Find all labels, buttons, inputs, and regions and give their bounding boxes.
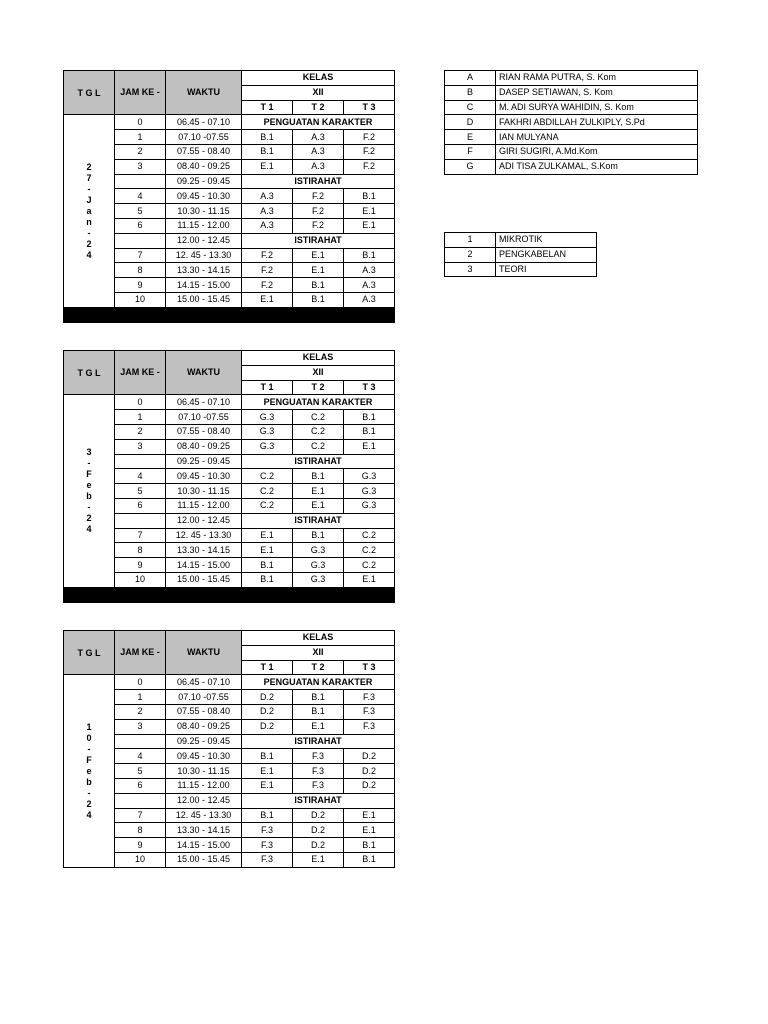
class-cell-t1: B.1 bbox=[242, 130, 293, 145]
class-cell-t2: A.3 bbox=[293, 130, 344, 145]
jam-cell: 4 bbox=[115, 749, 166, 764]
waktu-header: WAKTU bbox=[166, 71, 242, 115]
waktu-cell: 07.55 - 08.40 bbox=[166, 704, 242, 719]
class-cell-t3: A.3 bbox=[344, 292, 395, 307]
class-cell-t2: E.1 bbox=[293, 484, 344, 499]
lesson-type-name: TEORI bbox=[496, 262, 597, 277]
class-cell-t1: E.1 bbox=[242, 543, 293, 558]
schedule-table-1 bbox=[63, 70, 395, 323]
waktu-cell: 08.40 - 09.25 bbox=[166, 719, 242, 734]
teacher-code: E bbox=[445, 130, 496, 145]
class-cell-t1: F.2 bbox=[242, 248, 293, 263]
teacher-code: G bbox=[445, 159, 496, 174]
class-cell-t1: B.1 bbox=[242, 749, 293, 764]
waktu-cell: 13.30 - 14.15 bbox=[166, 263, 242, 278]
class-cell-t1: F.3 bbox=[242, 823, 293, 838]
class-cell-t3: E.1 bbox=[344, 808, 395, 823]
class-cell-t3: E.1 bbox=[344, 572, 395, 587]
event-cell: PENGUATAN KARAKTER bbox=[242, 675, 395, 690]
lesson-type-code: 3 bbox=[445, 262, 496, 277]
waktu-cell: 12.00 - 12.45 bbox=[166, 793, 242, 808]
jam-cell: 6 bbox=[115, 778, 166, 793]
class-cell-t1: C.2 bbox=[242, 498, 293, 513]
class-cell-t3: D.2 bbox=[344, 749, 395, 764]
table-row bbox=[64, 395, 395, 410]
class-cell-t3: G.3 bbox=[344, 498, 395, 513]
jam-cell: 6 bbox=[115, 218, 166, 233]
class-cell-t3: C.2 bbox=[344, 543, 395, 558]
class-cell-t1: G.3 bbox=[242, 439, 293, 454]
waktu-cell: 09.45 - 10.30 bbox=[166, 749, 242, 764]
class-cell-t2: G.3 bbox=[293, 543, 344, 558]
tgl-header: T G L bbox=[64, 71, 115, 115]
separator-bar bbox=[64, 307, 395, 322]
jam-cell: 7 bbox=[115, 808, 166, 823]
date-char: - bbox=[87, 787, 91, 798]
tgl-header: T G L bbox=[64, 631, 115, 675]
jam-cell: 3 bbox=[115, 159, 166, 174]
class-cell-t3: A.3 bbox=[344, 263, 395, 278]
jam-cell bbox=[115, 233, 166, 248]
date-char: 1 bbox=[86, 721, 92, 732]
class-cell-t1: B.1 bbox=[242, 144, 293, 159]
jam-cell: 5 bbox=[115, 204, 166, 219]
waktu-cell: 06.45 - 07.10 bbox=[166, 395, 242, 410]
class-cell-t2: B.1 bbox=[293, 690, 344, 705]
class-cell-t2: F.2 bbox=[293, 218, 344, 233]
waktu-cell: 09.25 - 09.45 bbox=[166, 174, 242, 189]
waktu-cell: 12. 45 - 13.30 bbox=[166, 248, 242, 263]
kelas-header: KELAS bbox=[242, 351, 395, 366]
event-cell: ISTIRAHAT bbox=[242, 513, 395, 528]
date-cell bbox=[64, 675, 115, 867]
t1-header: T 1 bbox=[242, 380, 293, 395]
jam-cell: 4 bbox=[115, 469, 166, 484]
class-cell-t1: A.3 bbox=[242, 204, 293, 219]
class-cell-t2: E.1 bbox=[293, 719, 344, 734]
teacher-legend-body bbox=[445, 71, 698, 175]
header-row bbox=[64, 71, 395, 86]
jam-cell: 5 bbox=[115, 764, 166, 779]
class-cell-t1: F.3 bbox=[242, 852, 293, 867]
date-char: 4 bbox=[86, 249, 92, 260]
class-cell-t3: B.1 bbox=[344, 410, 395, 425]
class-cell-t3: B.1 bbox=[344, 424, 395, 439]
jam-cell: 2 bbox=[115, 704, 166, 719]
table-row bbox=[64, 675, 395, 690]
t3-header: T 3 bbox=[344, 660, 395, 675]
class-cell-t2: B.1 bbox=[293, 278, 344, 293]
jam-cell: 8 bbox=[115, 823, 166, 838]
class-cell-t2: D.2 bbox=[293, 838, 344, 853]
waktu-cell: 08.40 - 09.25 bbox=[166, 159, 242, 174]
jam-cell: 10 bbox=[115, 572, 166, 587]
date-char: - bbox=[87, 743, 91, 754]
event-cell: PENGUATAN KARAKTER bbox=[242, 115, 395, 130]
schedule-body bbox=[64, 71, 395, 323]
teacher-row bbox=[445, 115, 698, 130]
class-cell-t3: F.2 bbox=[344, 159, 395, 174]
waktu-cell: 11.15 - 12.00 bbox=[166, 218, 242, 233]
waktu-cell: 06.45 - 07.10 bbox=[166, 115, 242, 130]
class-cell-t3: C.2 bbox=[344, 558, 395, 573]
teacher-code: F bbox=[445, 144, 496, 159]
date-char: F bbox=[86, 469, 92, 480]
class-cell-t3: G.3 bbox=[344, 469, 395, 484]
class-cell-t1: G.3 bbox=[242, 424, 293, 439]
lesson-type-name: MIKROTIK bbox=[496, 233, 597, 248]
t2-header: T 2 bbox=[293, 100, 344, 115]
class-cell-t1: D.2 bbox=[242, 690, 293, 705]
waktu-cell: 07.55 - 08.40 bbox=[166, 144, 242, 159]
date-char: e bbox=[86, 480, 92, 491]
level-header: XII bbox=[242, 365, 395, 380]
class-cell-t2: B.1 bbox=[293, 469, 344, 484]
jam-cell: 9 bbox=[115, 278, 166, 293]
jam-cell bbox=[115, 454, 166, 469]
teacher-legend-table bbox=[444, 70, 698, 175]
waktu-cell: 13.30 - 14.15 bbox=[166, 543, 242, 558]
event-cell: ISTIRAHAT bbox=[242, 734, 395, 749]
date-cell bbox=[64, 395, 115, 587]
class-cell-t1: C.2 bbox=[242, 469, 293, 484]
date-char: a bbox=[86, 205, 92, 216]
date-char: 2 bbox=[86, 161, 92, 172]
waktu-cell: 07.10 -07.55 bbox=[166, 690, 242, 705]
jam-cell: 3 bbox=[115, 439, 166, 454]
waktu-cell: 10.30 - 11.15 bbox=[166, 484, 242, 499]
waktu-cell: 12.00 - 12.45 bbox=[166, 233, 242, 248]
teacher-name: FAKHRI ABDILLAH ZULKIPLY, S.Pd bbox=[496, 115, 698, 130]
event-cell: PENGUATAN KARAKTER bbox=[242, 395, 395, 410]
class-cell-t2: B.1 bbox=[293, 528, 344, 543]
level-header: XII bbox=[242, 645, 395, 660]
class-cell-t2: C.2 bbox=[293, 439, 344, 454]
teacher-row bbox=[445, 130, 698, 145]
jam-cell: 6 bbox=[115, 498, 166, 513]
waktu-cell: 11.15 - 12.00 bbox=[166, 498, 242, 513]
lesson-type-row bbox=[445, 262, 597, 277]
waktu-cell: 14.15 - 15.00 bbox=[166, 278, 242, 293]
waktu-cell: 06.45 - 07.10 bbox=[166, 675, 242, 690]
schedule-body bbox=[64, 351, 395, 603]
class-cell-t2: G.3 bbox=[293, 558, 344, 573]
class-cell-t2: D.2 bbox=[293, 808, 344, 823]
jam-header: JAM KE - bbox=[115, 351, 166, 395]
class-cell-t3: D.2 bbox=[344, 764, 395, 779]
date-cell bbox=[64, 115, 115, 307]
waktu-cell: 14.15 - 15.00 bbox=[166, 838, 242, 853]
jam-cell: 0 bbox=[115, 115, 166, 130]
class-cell-t1: B.1 bbox=[242, 558, 293, 573]
class-cell-t3: D.2 bbox=[344, 778, 395, 793]
waktu-cell: 15.00 - 15.45 bbox=[166, 572, 242, 587]
table-row bbox=[64, 115, 395, 130]
class-cell-t2: F.2 bbox=[293, 189, 344, 204]
date-char: b bbox=[86, 776, 92, 787]
class-cell-t3: F.3 bbox=[344, 690, 395, 705]
class-cell-t2: B.1 bbox=[293, 292, 344, 307]
teacher-name: M. ADI SURYA WAHIDIN, S. Kom bbox=[496, 100, 698, 115]
class-cell-t1: A.3 bbox=[242, 218, 293, 233]
waktu-cell: 12.00 - 12.45 bbox=[166, 513, 242, 528]
waktu-header: WAKTU bbox=[166, 631, 242, 675]
header-row bbox=[64, 631, 395, 646]
teacher-row bbox=[445, 144, 698, 159]
date-char: n bbox=[86, 216, 92, 227]
class-cell-t1: B.1 bbox=[242, 572, 293, 587]
class-cell-t2: E.1 bbox=[293, 263, 344, 278]
teacher-name: DASEP SETIAWAN, S. Kom bbox=[496, 85, 698, 100]
class-cell-t3: E.1 bbox=[344, 204, 395, 219]
date-char: 4 bbox=[86, 809, 92, 820]
jam-cell bbox=[115, 174, 166, 189]
teacher-code: D bbox=[445, 115, 496, 130]
class-cell-t1: D.2 bbox=[242, 704, 293, 719]
class-cell-t1: C.2 bbox=[242, 484, 293, 499]
jam-cell: 1 bbox=[115, 410, 166, 425]
header-row bbox=[64, 351, 395, 366]
teacher-row bbox=[445, 159, 698, 174]
class-cell-t1: E.1 bbox=[242, 528, 293, 543]
class-cell-t3: B.1 bbox=[344, 248, 395, 263]
waktu-cell: 10.30 - 11.15 bbox=[166, 764, 242, 779]
event-cell: ISTIRAHAT bbox=[242, 454, 395, 469]
class-cell-t1: E.1 bbox=[242, 764, 293, 779]
schedule-body bbox=[64, 631, 395, 868]
waktu-header: WAKTU bbox=[166, 351, 242, 395]
lesson-type-code: 1 bbox=[445, 233, 496, 248]
date-char: 3 bbox=[86, 447, 92, 458]
teacher-name: RIAN RAMA PUTRA, S. Kom bbox=[496, 71, 698, 86]
waktu-cell: 12. 45 - 13.30 bbox=[166, 808, 242, 823]
waktu-cell: 07.10 -07.55 bbox=[166, 410, 242, 425]
jam-cell: 3 bbox=[115, 719, 166, 734]
class-cell-t2: F.2 bbox=[293, 204, 344, 219]
jam-cell bbox=[115, 793, 166, 808]
waktu-cell: 10.30 - 11.15 bbox=[166, 204, 242, 219]
teacher-name: GIRI SUGIRI, A.Md.Kom bbox=[496, 144, 698, 159]
jam-cell: 8 bbox=[115, 263, 166, 278]
jam-cell: 10 bbox=[115, 292, 166, 307]
event-cell: ISTIRAHAT bbox=[242, 174, 395, 189]
lesson-type-legend-body bbox=[445, 233, 597, 277]
class-cell-t1: A.3 bbox=[242, 189, 293, 204]
class-cell-t2: D.2 bbox=[293, 823, 344, 838]
separator-bar bbox=[64, 587, 395, 602]
class-cell-t2: C.2 bbox=[293, 424, 344, 439]
class-cell-t2: G.3 bbox=[293, 572, 344, 587]
class-cell-t3: F.3 bbox=[344, 704, 395, 719]
waktu-cell: 07.10 -07.55 bbox=[166, 130, 242, 145]
date-char: e bbox=[86, 765, 92, 776]
class-cell-t3: B.1 bbox=[344, 852, 395, 867]
teacher-row bbox=[445, 85, 698, 100]
jam-cell: 1 bbox=[115, 690, 166, 705]
jam-cell: 4 bbox=[115, 189, 166, 204]
class-cell-t3: E.1 bbox=[344, 823, 395, 838]
class-cell-t1: B.1 bbox=[242, 808, 293, 823]
waktu-cell: 09.25 - 09.45 bbox=[166, 734, 242, 749]
date-char: F bbox=[86, 754, 92, 765]
class-cell-t3: C.2 bbox=[344, 528, 395, 543]
jam-cell: 7 bbox=[115, 248, 166, 263]
date-char: - bbox=[87, 458, 91, 469]
class-cell-t1: G.3 bbox=[242, 410, 293, 425]
teacher-code: C bbox=[445, 100, 496, 115]
schedule-table-3 bbox=[63, 630, 395, 868]
tgl-header: T G L bbox=[64, 351, 115, 395]
class-cell-t3: F.2 bbox=[344, 144, 395, 159]
date-char: - bbox=[87, 227, 91, 238]
class-cell-t1: F.3 bbox=[242, 838, 293, 853]
jam-cell: 0 bbox=[115, 675, 166, 690]
kelas-header: KELAS bbox=[242, 631, 395, 646]
level-header: XII bbox=[242, 85, 395, 100]
class-cell-t1: D.2 bbox=[242, 719, 293, 734]
t3-header: T 3 bbox=[344, 380, 395, 395]
waktu-cell: 09.45 - 10.30 bbox=[166, 189, 242, 204]
jam-cell: 10 bbox=[115, 852, 166, 867]
class-cell-t1: E.1 bbox=[242, 778, 293, 793]
jam-cell: 2 bbox=[115, 424, 166, 439]
date-char: J bbox=[86, 194, 92, 205]
class-cell-t2: A.3 bbox=[293, 144, 344, 159]
class-cell-t2: E.1 bbox=[293, 248, 344, 263]
date-char: 2 bbox=[86, 798, 92, 809]
class-cell-t2: C.2 bbox=[293, 410, 344, 425]
date-char: 4 bbox=[86, 524, 92, 535]
jam-cell: 8 bbox=[115, 543, 166, 558]
class-cell-t1: E.1 bbox=[242, 159, 293, 174]
waktu-cell: 15.00 - 15.45 bbox=[166, 852, 242, 867]
teacher-code: A bbox=[445, 71, 496, 86]
waktu-cell: 11.15 - 12.00 bbox=[166, 778, 242, 793]
lesson-type-row bbox=[445, 247, 597, 262]
jam-cell: 9 bbox=[115, 558, 166, 573]
teacher-name: ADI TISA ZULKAMAL, S.Kom bbox=[496, 159, 698, 174]
lesson-type-row bbox=[445, 233, 597, 248]
date-char: 2 bbox=[86, 238, 92, 249]
class-cell-t2: E.1 bbox=[293, 498, 344, 513]
event-cell: ISTIRAHAT bbox=[242, 233, 395, 248]
lesson-type-code: 2 bbox=[445, 247, 496, 262]
teacher-row bbox=[445, 100, 698, 115]
waktu-cell: 08.40 - 09.25 bbox=[166, 439, 242, 454]
class-cell-t3: G.3 bbox=[344, 484, 395, 499]
class-cell-t3: E.1 bbox=[344, 439, 395, 454]
t1-header: T 1 bbox=[242, 100, 293, 115]
class-cell-t3: F.3 bbox=[344, 719, 395, 734]
lesson-type-legend-table bbox=[444, 232, 597, 277]
waktu-cell: 09.45 - 10.30 bbox=[166, 469, 242, 484]
jam-cell bbox=[115, 513, 166, 528]
t3-header: T 3 bbox=[344, 100, 395, 115]
kelas-header: KELAS bbox=[242, 71, 395, 86]
class-cell-t1: F.2 bbox=[242, 263, 293, 278]
jam-header: JAM KE - bbox=[115, 631, 166, 675]
t2-header: T 2 bbox=[293, 660, 344, 675]
jam-cell: 7 bbox=[115, 528, 166, 543]
waktu-cell: 07.55 - 08.40 bbox=[166, 424, 242, 439]
waktu-cell: 15.00 - 15.45 bbox=[166, 292, 242, 307]
jam-cell: 9 bbox=[115, 838, 166, 853]
schedule-table-2 bbox=[63, 350, 395, 603]
waktu-cell: 12. 45 - 13.30 bbox=[166, 528, 242, 543]
teacher-code: B bbox=[445, 85, 496, 100]
jam-cell: 1 bbox=[115, 130, 166, 145]
teacher-name: IAN MULYANA bbox=[496, 130, 698, 145]
lesson-type-name: PENGKABELAN bbox=[496, 247, 597, 262]
jam-cell: 5 bbox=[115, 484, 166, 499]
event-cell: ISTIRAHAT bbox=[242, 793, 395, 808]
class-cell-t2: E.1 bbox=[293, 852, 344, 867]
separator-cell bbox=[64, 587, 395, 602]
date-char: 7 bbox=[86, 172, 92, 183]
date-char: b bbox=[86, 491, 92, 502]
class-cell-t2: F.3 bbox=[293, 749, 344, 764]
class-cell-t3: E.1 bbox=[344, 218, 395, 233]
separator-cell bbox=[64, 307, 395, 322]
class-cell-t2: B.1 bbox=[293, 704, 344, 719]
class-cell-t3: F.2 bbox=[344, 130, 395, 145]
class-cell-t2: F.3 bbox=[293, 778, 344, 793]
date-char: - bbox=[87, 502, 91, 513]
date-char: 2 bbox=[86, 513, 92, 524]
date-char: 0 bbox=[86, 732, 92, 743]
teacher-row bbox=[445, 71, 698, 86]
class-cell-t1: F.2 bbox=[242, 278, 293, 293]
class-cell-t1: E.1 bbox=[242, 292, 293, 307]
class-cell-t3: B.1 bbox=[344, 838, 395, 853]
t2-header: T 2 bbox=[293, 380, 344, 395]
class-cell-t3: B.1 bbox=[344, 189, 395, 204]
waktu-cell: 14.15 - 15.00 bbox=[166, 558, 242, 573]
jam-cell: 2 bbox=[115, 144, 166, 159]
waktu-cell: 09.25 - 09.45 bbox=[166, 454, 242, 469]
class-cell-t2: A.3 bbox=[293, 159, 344, 174]
class-cell-t3: A.3 bbox=[344, 278, 395, 293]
class-cell-t2: F.3 bbox=[293, 764, 344, 779]
jam-cell: 0 bbox=[115, 395, 166, 410]
waktu-cell: 13.30 - 14.15 bbox=[166, 823, 242, 838]
date-char: - bbox=[87, 183, 91, 194]
t1-header: T 1 bbox=[242, 660, 293, 675]
jam-cell bbox=[115, 734, 166, 749]
jam-header: JAM KE - bbox=[115, 71, 166, 115]
